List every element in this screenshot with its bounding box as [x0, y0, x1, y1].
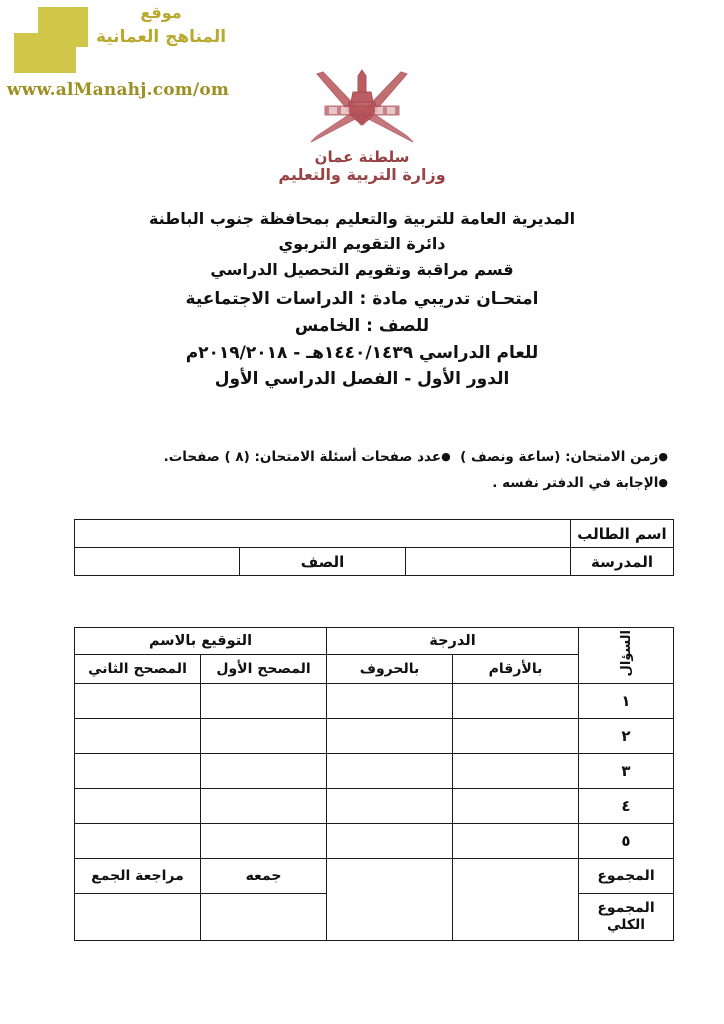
- table-row: [75, 520, 674, 548]
- grand-total-marker-second-cell[interactable]: [75, 894, 201, 941]
- marker-first-cell[interactable]: [201, 824, 327, 859]
- header-grade-group: الدرجة: [327, 628, 579, 655]
- table-header-row-top: [75, 628, 674, 655]
- student-name-field[interactable]: [75, 520, 571, 548]
- grade-numbers-cell[interactable]: [453, 789, 579, 824]
- exam-info-line-duration-pages: [56, 444, 668, 470]
- header-line-section: قسم مراقبة وتقويم التحصيل الدراسي: [210, 259, 514, 279]
- table-row: [75, 719, 674, 754]
- school-field[interactable]: [405, 548, 570, 576]
- header-line-directorate: المديرية العامة للتربية والتعليم بمحافظة جنوب الباطنة: [148, 209, 576, 228]
- exam-duration-text: زمن الامتحان: (ساعة ونصف ): [460, 449, 659, 465]
- emblem-country-label: سلطنة عمان: [314, 148, 410, 166]
- class-field[interactable]: [75, 548, 240, 576]
- student-info-table: [74, 519, 674, 576]
- sum-marker-second-cell[interactable]: مراجعة الجمع: [75, 859, 201, 894]
- sum-grade-letters-cell[interactable]: [327, 859, 453, 941]
- grade-numbers-cell[interactable]: [453, 824, 579, 859]
- header-grade-letters: بالحروف: [327, 655, 453, 684]
- grade-letters-cell[interactable]: [327, 789, 453, 824]
- header-line-grade: للصف : الخامس: [294, 315, 430, 336]
- marker-first-cell[interactable]: [201, 754, 327, 789]
- grade-numbers-cell[interactable]: [453, 719, 579, 754]
- bullet-icon: ●: [658, 476, 668, 490]
- grade-numbers-cell[interactable]: [453, 754, 579, 789]
- header-question-column: السؤال: [579, 628, 674, 684]
- marker-second-cell[interactable]: [75, 789, 201, 824]
- student-name-label: اسم الطالب: [571, 520, 674, 548]
- table-row: [75, 789, 674, 824]
- bullet-icon: ●: [441, 450, 451, 463]
- question-number: ٣: [579, 754, 674, 789]
- grand-total-label-line1: المجموع: [597, 899, 655, 916]
- table-row-sum: [75, 859, 674, 894]
- grand-total-marker-first-cell[interactable]: [201, 894, 327, 941]
- sum-grade-numbers-cell[interactable]: [453, 859, 579, 941]
- grand-total-label-line2: الكلي: [606, 917, 646, 933]
- question-number: ٥: [579, 824, 674, 859]
- header-signature-group: التوقيع بالاسم: [75, 628, 327, 655]
- marker-first-cell[interactable]: [201, 789, 327, 824]
- table-row: [75, 824, 674, 859]
- marker-first-cell[interactable]: [201, 719, 327, 754]
- watermark-line-2: المناهج العمانية: [95, 26, 227, 47]
- header-line-department: دائرة التقويم التربوي: [278, 234, 446, 254]
- header-line-exam-subject: امتحـان تدريبي مادة : الدراسات الاجتماعية: [185, 288, 539, 309]
- oman-national-emblem-icon: [287, 68, 437, 152]
- marker-first-cell[interactable]: [201, 684, 327, 719]
- question-number: ١: [579, 684, 674, 719]
- marker-second-cell[interactable]: [75, 824, 201, 859]
- almanahj-logo-icon: [14, 7, 88, 73]
- grade-letters-cell[interactable]: [327, 684, 453, 719]
- grade-numbers-cell[interactable]: [453, 684, 579, 719]
- watermark-url: www.alManahj.com/om: [6, 80, 230, 100]
- grade-letters-cell[interactable]: [327, 754, 453, 789]
- question-number: ٢: [579, 719, 674, 754]
- exam-info-line-answer-location: [56, 470, 668, 496]
- table-row: [75, 684, 674, 719]
- exam-info-block: [56, 444, 668, 497]
- table-row: [75, 548, 674, 576]
- sum-marker-first-cell[interactable]: جمعه: [201, 859, 327, 894]
- sum-label: المجموع: [579, 859, 674, 894]
- emblem-block: [0, 68, 724, 184]
- school-label: المدرسة: [571, 548, 674, 576]
- emblem-ministry-label: وزارة التربية والتعليم: [278, 165, 446, 184]
- table-row: [75, 754, 674, 789]
- marker-second-cell[interactable]: [75, 719, 201, 754]
- header-marker-first: المصحح الأول: [201, 655, 327, 684]
- exam-pages-text: عدد صفحات أسئلة الامتحان: (٨ ) صفحات.: [163, 449, 442, 465]
- class-label: الصف: [240, 548, 405, 576]
- grades-table: [74, 627, 674, 941]
- header-line-academic-year: للعام الدراسي ١٤٤٠/١٤٣٩هـ - ٢٠١٩/٢٠١٨م: [185, 342, 539, 363]
- document-header: [0, 206, 724, 393]
- grade-letters-cell[interactable]: [327, 719, 453, 754]
- watermark-arabic-text: [86, 2, 236, 49]
- header-marker-second: المصحح الثاني: [75, 655, 201, 684]
- exam-answer-text: الإجابة في الدفتر نفسه .: [492, 475, 659, 492]
- bullet-icon: ●: [658, 450, 668, 463]
- header-line-term: الدور الأول - الفصل الدراسي الأول: [214, 369, 510, 390]
- header-grade-numbers: بالأرقام: [453, 655, 579, 684]
- question-number: ٤: [579, 789, 674, 824]
- marker-second-cell[interactable]: [75, 684, 201, 719]
- grade-letters-cell[interactable]: [327, 824, 453, 859]
- marker-second-cell[interactable]: [75, 754, 201, 789]
- watermark-line-1: موقع: [140, 3, 182, 22]
- grand-total-label: [579, 894, 674, 941]
